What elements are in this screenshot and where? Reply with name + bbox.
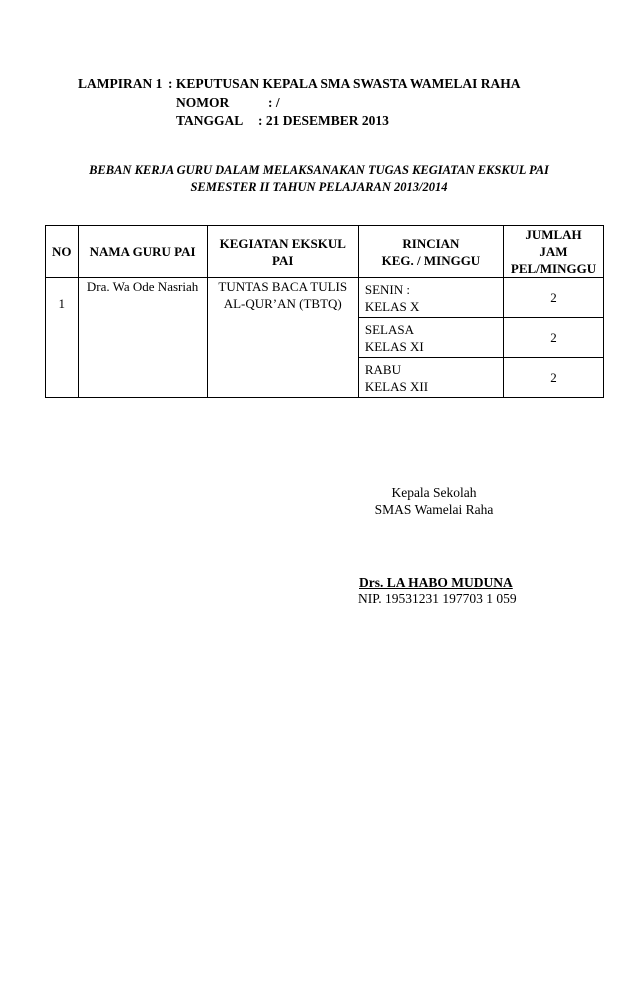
cell-jam-2: 2	[503, 318, 603, 358]
tanggal-value: : 21 DESEMBER 2013	[258, 113, 389, 128]
cell-no: 1	[46, 278, 79, 398]
header-kegiatan: KEGIATAN EKSKUL PAI	[207, 226, 358, 278]
document-title-line1: BEBAN KERJA GURU DALAM MELAKSANAKAN TUGAS KEGIATAN EKSKUL PAI	[89, 163, 549, 177]
table-row	[46, 278, 604, 318]
tanggal-label: TANGGAL	[176, 113, 244, 128]
nomor-label: NOMOR	[176, 95, 230, 110]
header-no: NO	[46, 226, 79, 278]
signature-title-line2: SMAS Wamelai Raha	[374, 502, 494, 517]
cell-detail-3	[358, 358, 503, 398]
header-jumlah-line2: PEL/MINGGU	[510, 261, 597, 276]
cell-nama: Dra. Wa Ode Nasriah	[78, 278, 207, 398]
detail-1-day: SENIN :	[364, 281, 410, 297]
header-rincian-line2: KEG. / MINGGU	[381, 252, 481, 268]
signature-nip: NIP. 19531231 197703 1 059	[358, 591, 517, 606]
signature-title-line1: Kepala Sekolah	[391, 485, 477, 500]
cell-kegiatan	[207, 278, 358, 398]
lampiran-value: : KEPUTUSAN KEPALA SMA SWASTA WAMELAI RAHA	[168, 76, 521, 91]
cell-jam-3: 2	[503, 358, 603, 398]
detail-2-kelas: KELAS XI	[364, 338, 424, 354]
detail-3-day: RABU	[364, 361, 401, 377]
header-jumlah-line1: JUMLAH JAM	[525, 227, 582, 259]
header-jumlah	[503, 226, 603, 278]
cell-detail-2	[358, 318, 503, 358]
header-nama: NAMA GURU PAI	[78, 226, 207, 278]
workload-table	[45, 225, 604, 398]
nomor-value: : /	[268, 95, 280, 110]
cell-detail-1	[358, 278, 503, 318]
cell-jam-1: 2	[503, 278, 603, 318]
document-title-line2: SEMESTER II TAHUN PELAJARAN 2013/2014	[190, 180, 448, 194]
detail-3-kelas: KELAS XII	[364, 378, 429, 394]
detail-1-kelas: KELAS X	[364, 298, 420, 314]
header-rincian-line1: RINCIAN	[402, 235, 460, 251]
detail-2-day: SELASA	[364, 321, 414, 337]
lampiran-label: LAMPIRAN 1	[78, 76, 163, 91]
cell-kegiatan-line1: TUNTAS BACA TULIS	[218, 279, 348, 294]
cell-kegiatan-line2: AL-QUR’AN (TBTQ)	[223, 296, 342, 311]
signature-name: Drs. LA HABO MUDUNA	[359, 575, 513, 590]
header-rincian	[358, 226, 503, 278]
table-header-row	[46, 226, 604, 278]
